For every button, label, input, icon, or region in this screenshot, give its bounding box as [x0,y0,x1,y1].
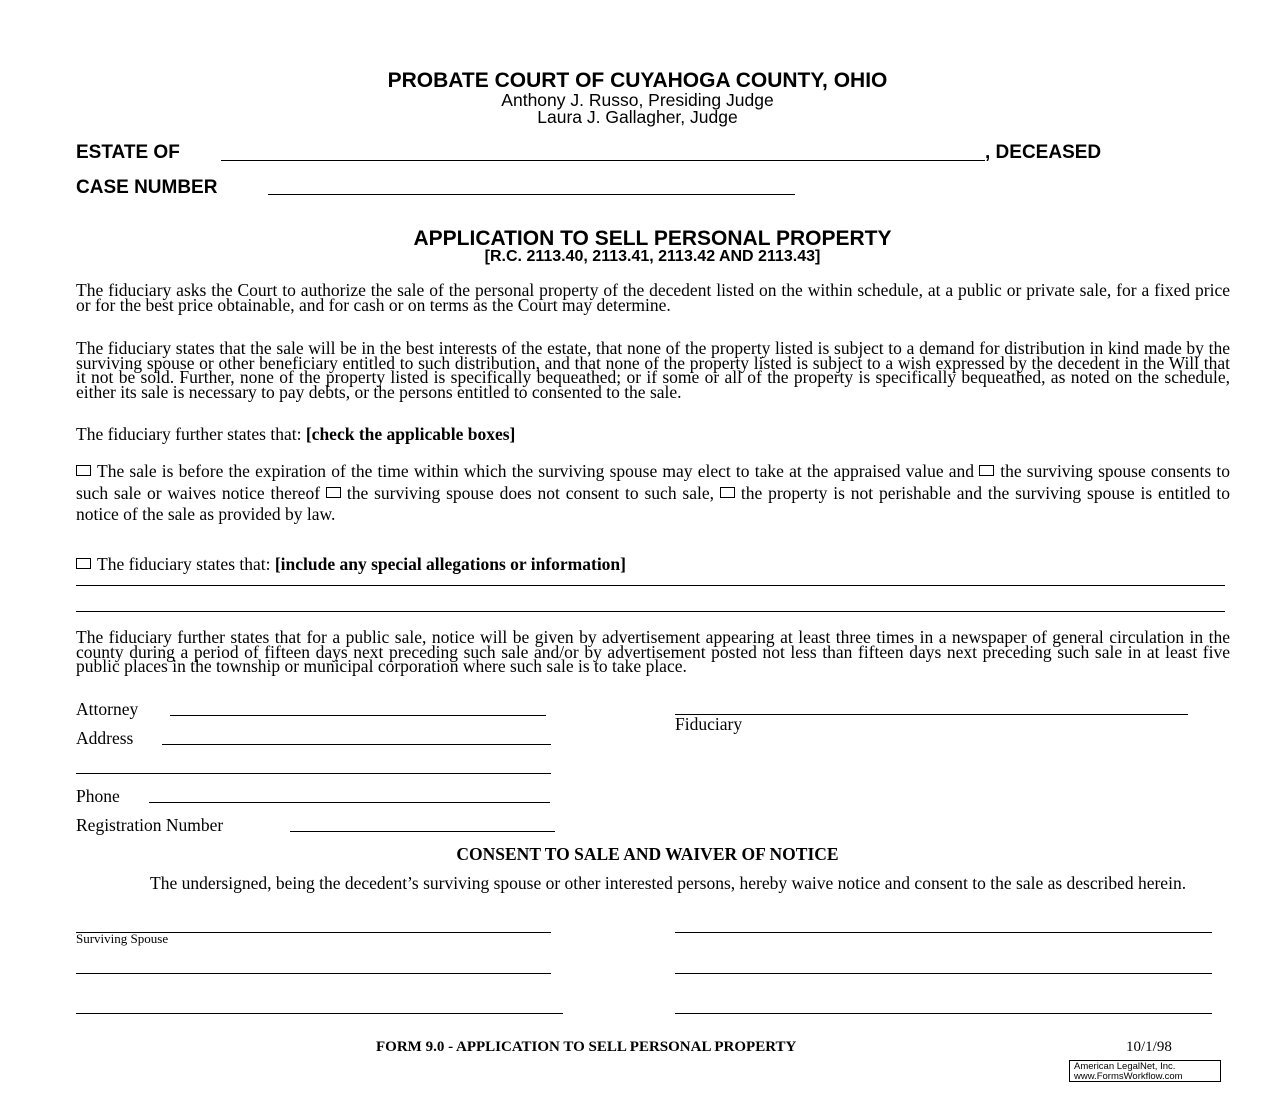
option-spouse-not-consent-text: the surviving spouse does not consent to such sale, [346,482,714,503]
consent-signature-line-3[interactable] [76,973,551,974]
court-name: PROBATE COURT OF CUYAHOGA COUNTY, OHIO [387,69,888,92]
fiduciary-label: Fiduciary [675,714,743,734]
case-number-field[interactable] [268,194,795,195]
registration-number-field[interactable] [290,831,555,832]
option-special-allegations [76,554,626,575]
deceased-label: , DECEASED [985,142,1102,163]
badge-url: www.FormsWorkflow.com [1074,1071,1183,1082]
estate-name-field[interactable] [221,160,985,161]
statute-reference: [R.C. 2113.40, 2113.41, 2113.42 AND 2113.43] [484,248,821,265]
consent-text: The undersigned, being the decedent’s surviving spouse or other interested persons, hereby waive notice and consent to the sale as described herein. [150,873,1187,893]
option-not-perishable-text: the property is not perishable and the surviving spouse is entitled to notice of the sale as provided by law. [76,482,1230,524]
option-before-expiration-text: The sale is before the expiration of the time within which the surviving spouse may elect to take at the appraised value and [97,461,975,481]
consent-signature-line-4[interactable] [675,973,1212,974]
phone-field[interactable] [149,802,550,803]
case-number-label: CASE NUMBER [76,177,218,198]
paragraph-authorize-sale: The fiduciary asks the Court to authorize the sale of the personal property of the decedent listed on the within schedule, at a public or private sale, for a fixed price or for the best price obtainable, and for cash or on terms as the Court may determine. [76,280,1230,315]
consent-signature-line-6[interactable] [675,1013,1212,1014]
paragraph-public-sale-notice: The fiduciary further states that for a public sale, notice will be given by advertisement appearing at least three times in a newspaper of general circulation in the county during a period of fifteen days next preceding such sale and/or by advertisement posted not less than fifteen days next preceding such sale in at least five public places in the township or municipal corporation where such sale is to take place. [76,627,1230,676]
form-date: 10/1/98 [1126,1039,1172,1055]
surviving-spouse-label: Surviving Spouse [76,931,169,946]
address-label: Address [76,728,134,748]
special-allegations-line-1[interactable] [76,585,1225,586]
phone-label: Phone [76,786,120,806]
address-field-1[interactable] [162,744,551,745]
special-allegations-line-2[interactable] [76,611,1225,612]
checkbox-not-perishable[interactable] [720,487,735,498]
presiding-judge: Anthony J. Russo, Presiding Judge [501,90,774,110]
judge: Laura J. Gallagher, Judge [537,107,738,127]
paragraph-best-interests: The fiduciary states that the sale will be in the best interests of the estate, that none of the property listed is subject to a demand for distribution in kind made by the surviving spouse or other beneficiary entitled to such distribution, and that none of the property listed is subject to a wish expressed by the decedent in the Will that it not be sold. Further, none of the property listed is specifically bequeathed; or if some or all of the property is specifically bequeathed, as noted on the schedule, either its sale is necessary to pay debts, or the persons entitled to consented to the sale. [76,338,1230,402]
option-spouse-consents-text: the surviving spouse consents to such sale or waives notice thereof [76,461,1230,503]
registration-number-label: Registration Number [76,815,224,835]
estate-of-label: ESTATE OF [76,142,180,163]
fiduciary-signature-line[interactable] [675,714,1188,715]
checkbox-before-expiration[interactable] [76,465,91,476]
american-legalnet-badge[interactable] [1069,1060,1221,1082]
badge-company: American LegalNet, Inc. [1074,1061,1176,1072]
check-boxes-instruction: [check the applicable boxes] [305,424,516,444]
further-states-text: The fiduciary further states that: [76,424,306,444]
option-spouse-election [76,461,1230,526]
checkbox-spouse-consents[interactable] [979,465,994,476]
consent-signature-line-5[interactable] [76,1013,563,1014]
further-states-line [76,424,515,445]
form-number-footer: FORM 9.0 - APPLICATION TO SELL PERSONAL PROPERTY [376,1039,797,1055]
attorney-label: Attorney [76,699,139,719]
checkbox-spouse-not-consent[interactable] [326,487,341,498]
consent-heading: CONSENT TO SALE AND WAIVER OF NOTICE [456,844,839,864]
special-allegations-text: The fiduciary states that: [97,554,275,574]
checkbox-special-allegations[interactable] [76,558,91,569]
attorney-field[interactable] [170,715,546,716]
consent-signature-line-2[interactable] [675,932,1212,933]
form-title: APPLICATION TO SELL PERSONAL PROPERTY [413,227,892,250]
special-allegations-instruction: [include any special allegations or information] [274,554,626,574]
address-field-2[interactable] [76,773,551,774]
